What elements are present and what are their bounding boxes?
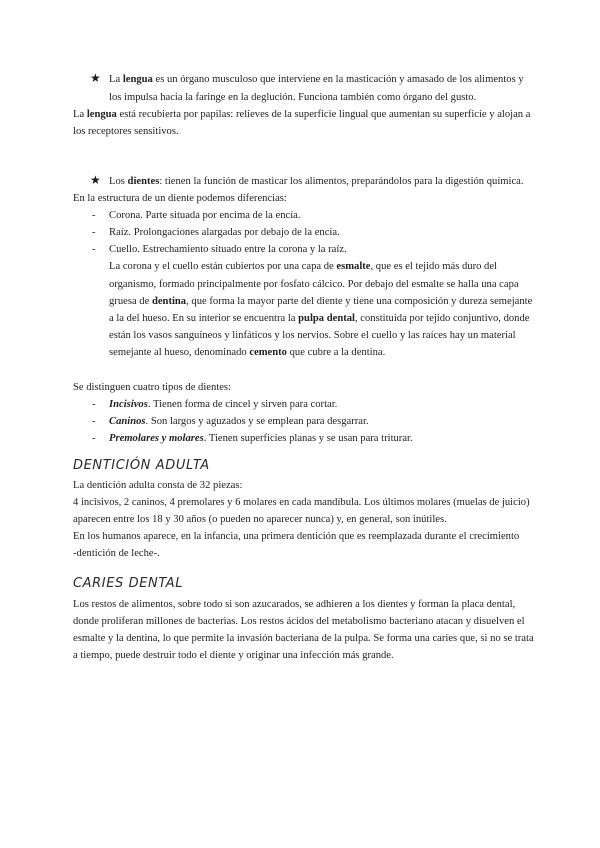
dientes-intro: En la estructura de un diente podemos diferencias: [73,193,287,204]
list-item: Caninos. Son largos y aguzados y se emplean para desgarrar. [109,416,369,427]
dash-bullet-icon: - [92,433,96,444]
lengua-bullet-line-1: La lengua es un órgano musculoso que interviene en la masticación y amasado de los alimentos y [109,74,524,85]
detail-line-5: están los vasos sanguíneos y linfáticos y los nervios. Sobre el cuello y las raíces hay un material [109,330,516,341]
detail-line-2: organismo, formado principalmente por fosfato cálcico. Por debajo del esmalte se halla una capa [109,279,519,290]
caries-line: Los restos de alimentos, sobre todo si son azucarados, se adhieren a los dientes y forman la placa dental, [73,599,516,610]
denticion-line: 4 incisivos, 2 caninos, 4 premolares y 6 molares en cada mandíbula. Los últimos molares (muelas de juicio) [73,497,530,508]
dash-bullet-icon: - [92,244,96,255]
denticion-line: En los humanos aparece, en la infancia, una primera dentición que es reemplazada durante el crecimiento [73,531,520,542]
section-heading: DENTICIÓN ADULTA [73,458,210,473]
star-bullet-icon: ★ [90,173,101,187]
dash-bullet-icon: - [92,227,96,238]
section-heading: CARIES DENTAL [73,576,184,591]
lengua-term: lengua [122,74,153,85]
denticion-line: aparecen entre los 18 y 30 años (o pueden no aparecer nunca) y, en general, son inútiles. [73,514,447,525]
star-bullet-icon: ★ [90,71,101,85]
list-item: Incisivos. Tienen forma de cincel y sirven para cortar. [109,399,338,410]
dash-bullet-icon: - [92,416,96,427]
detail-line-4: a la del hueso. En su interior se encuentra la pulpa dental, constituida por tejido conjuntivo, donde [109,313,530,324]
detail-line-6: semejante al hueso, denominado cemento que cubre a la dentina. [109,347,386,358]
dientes-bullet: Los dientes: tienen la función de masticar los alimentos, preparándolos para la digestión química. [109,176,524,187]
lengua-bullet-line-2: los impulsa hacia la faringe en la deglución. Funciona también como órgano del gusto. [109,92,477,103]
dash-bullet-icon: - [92,399,96,410]
list-item: Premolares y molares. Tienen superficies planas y se usan para triturar. [109,433,413,444]
caries-line: esmalte y la dentina, lo que permite la invasión bacteriana de la pulpa. Se forma una caries que, si no se trata [73,633,534,644]
lengua-para-line-1: La lengua está recubierta por papilas: relieves de la superficie lingual que aumentan su superficie y alojan a [73,109,531,120]
list-item: Corona. Parte situada por encima de la encía. [109,210,301,221]
detail-line-3: gruesa de dentina, que forma la mayor parte del diente y tiene una composición y dureza semejante [109,296,533,307]
lengua-para-line-2: los receptores sensitivos. [73,126,179,137]
denticion-line: -dentición de leche-. [73,548,160,559]
denticion-line: La dentición adulta consta de 32 piezas: [73,480,243,491]
list-item: Raíz. Prolongaciones alargadas por debajo de la encía. [109,227,340,238]
list-item: Cuello. Estrechamiento situado entre la corona y la raíz. [109,244,347,255]
dash-bullet-icon: - [92,210,96,221]
caries-line: a tiempo, puede destruir todo el diente y originar una infección más grande. [73,650,394,661]
dientes-term: dientes [127,176,160,187]
types-intro: Se distinguen cuatro tipos de dientes: [73,382,231,393]
caries-line: donde proliferan millones de bacterias. Los restos ácidos del metabolismo bacteriano atacan y disuelven el [73,616,525,627]
detail-line-1: La corona y el cuello están cubiertos por una capa de esmalte, que es el tejido más duro del [109,261,498,272]
